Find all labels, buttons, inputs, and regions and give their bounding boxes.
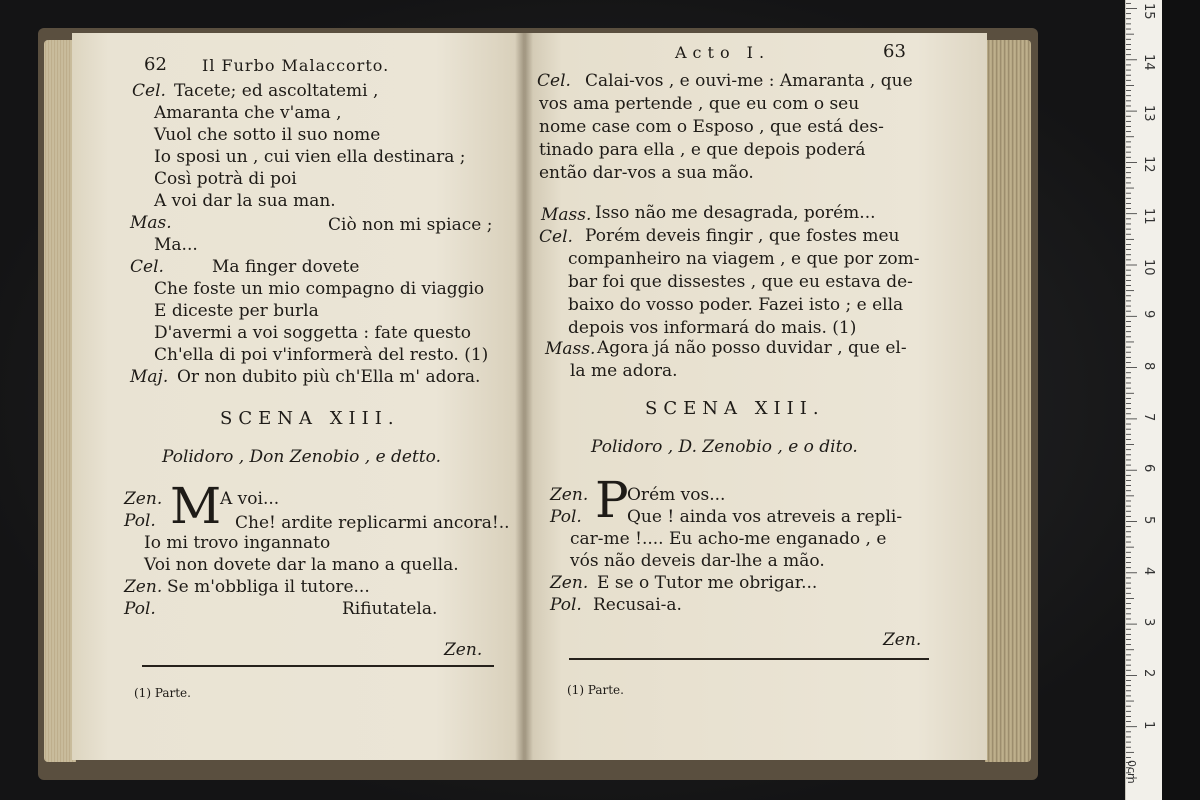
verse-line: Voi non dovete dar la mano a quella.	[144, 555, 459, 575]
right-page-number: 63	[883, 41, 906, 62]
left-drop-cap: M	[170, 477, 222, 535]
left-scene-title: SCENA XIII.	[220, 408, 400, 429]
verse-line: Ciò non mi spiace ;	[328, 215, 493, 235]
prose-line: E se o Tutor me obrigar...	[597, 573, 818, 593]
speaker: Cel.	[539, 227, 573, 247]
left-catchword: Zen.	[444, 640, 483, 660]
prose-line: tinado para ella , e que depois poderá	[539, 140, 866, 160]
ruler-number: 15	[1141, 2, 1156, 20]
verse-line: Che! ardite replicarmi ancora!..	[235, 513, 510, 533]
right-scene-characters: Polidoro , D. Zenobio , e o dito.	[591, 437, 858, 457]
speaker: Zen.	[550, 573, 589, 593]
right-drop-cap: P	[595, 471, 629, 529]
prose-line: companheiro na viagem , e que por zom-	[568, 249, 920, 269]
prose-line: nome case com o Esposo , que está des-	[539, 117, 884, 137]
ruler-number: 9	[1141, 310, 1156, 319]
speaker: Pol.	[124, 511, 156, 531]
prose-line: então dar-vos a sua mão.	[539, 163, 754, 183]
ruler-number: 5	[1141, 515, 1156, 524]
prose-line: Recusai-a.	[593, 595, 682, 615]
left-footnote: (1) Parte.	[134, 686, 191, 700]
right-catchword: Zen.	[883, 630, 922, 650]
left-footnote-rule	[142, 665, 494, 667]
prose-line: Orém vos...	[627, 485, 726, 505]
right-scene-title: SCENA XIII.	[645, 398, 825, 419]
verse-line: Io mi trovo ingannato	[144, 533, 331, 553]
right-page-edges	[985, 40, 1031, 762]
ruler-number: 10	[1141, 259, 1156, 276]
right-page	[525, 33, 987, 760]
speaker: Zen.	[124, 577, 163, 597]
prose-line: Que ! ainda vos atreveis a repli-	[627, 507, 903, 527]
verse-line: Amaranta che v'ama ,	[154, 103, 342, 123]
prose-line: depois vos informará do mais. (1)	[568, 318, 857, 338]
verse-line: A voi...	[220, 489, 280, 509]
prose-line: Porém deveis fingir , que fostes meu	[585, 226, 900, 246]
prose-line: baixo do vosso poder. Fazei isto ; e ella	[568, 295, 904, 315]
ruler-number: 8	[1141, 361, 1156, 370]
verse-line: Se m'obbliga il tutore...	[167, 577, 370, 597]
right-running-head: Acto I.	[675, 43, 771, 62]
ruler-number: 6	[1141, 464, 1156, 473]
verse-line: Tacete; ed ascoltatemi ,	[174, 81, 379, 101]
scale-ruler	[1125, 0, 1163, 800]
verse-line: Rifiutatela.	[342, 599, 438, 619]
right-footnote-rule	[569, 658, 929, 660]
right-footnote: (1) Parte.	[567, 683, 624, 697]
ruler-number: 2	[1141, 669, 1156, 678]
speaker: Maj.	[130, 367, 169, 387]
speaker: Zen.	[124, 489, 163, 509]
left-page-number: 62	[144, 54, 167, 75]
verse-line: Or non dubito più ch'Ella m' adora.	[177, 367, 481, 387]
speaker: Mass.	[541, 205, 592, 225]
left-page	[72, 33, 527, 760]
left-scene-characters: Polidoro , Don Zenobio , e detto.	[162, 447, 441, 467]
verse-line: Così potrà di poi	[154, 169, 297, 189]
verse-line: Ma finger dovete	[212, 257, 360, 277]
ruler-number: 1	[1141, 720, 1156, 729]
prose-line: Calai-vos , e ouvi-me : Amaranta , que	[585, 71, 913, 91]
prose-line: Isso não me desagrada, porém...	[595, 203, 876, 223]
verse-line: Ch'ella di poi v'informerà del resto. (1)	[154, 345, 489, 365]
book-gutter	[515, 33, 533, 760]
speaker: Cel.	[537, 71, 571, 91]
ruler-number: 13	[1141, 105, 1156, 122]
verse-line: E diceste per burla	[154, 301, 319, 321]
verse-line: D'avermi a voi soggetta : fate questo	[154, 323, 471, 343]
speaker: Cel.	[132, 81, 166, 101]
verse-line: Ma...	[154, 235, 198, 255]
verse-line: A voi dar la sua man.	[154, 191, 336, 211]
prose-line: bar foi que dissestes , que eu estava de-	[568, 272, 913, 292]
verse-line: Che foste un mio compagno di viaggio	[154, 279, 485, 299]
ruler-unit-label: 0cm	[1125, 760, 1138, 784]
speaker: Mass.	[545, 339, 596, 359]
speaker: Cel.	[130, 257, 164, 277]
speaker: Pol.	[550, 507, 582, 527]
verse-line: Io sposi un , cui vien ella destinara ;	[154, 147, 466, 167]
ruler-number: 14	[1141, 53, 1156, 71]
ruler-number: 12	[1141, 156, 1156, 173]
speaker: Mas.	[130, 213, 172, 233]
speaker: Pol.	[550, 595, 582, 615]
prose-line: car-me !.... Eu acho-me enganado , e	[570, 529, 887, 549]
prose-line: vós não deveis dar-lhe a mão.	[570, 551, 825, 571]
dark-tray-edge	[1162, 0, 1200, 800]
verse-line: Vuol che sotto il suo nome	[154, 125, 381, 145]
prose-line: vos ama pertende , que eu com o seu	[539, 94, 860, 114]
left-running-head: Il Furbo Malaccorto.	[202, 56, 390, 75]
ruler-number: 3	[1141, 618, 1156, 627]
ruler-number: 11	[1141, 207, 1156, 225]
prose-line: la me adora.	[570, 361, 678, 381]
speaker: Zen.	[550, 485, 589, 505]
speaker: Pol.	[124, 599, 156, 619]
ruler-number: 4	[1141, 566, 1156, 576]
prose-line: Agora já não posso duvidar , que el-	[597, 338, 907, 358]
ruler-number: 7	[1141, 412, 1156, 422]
